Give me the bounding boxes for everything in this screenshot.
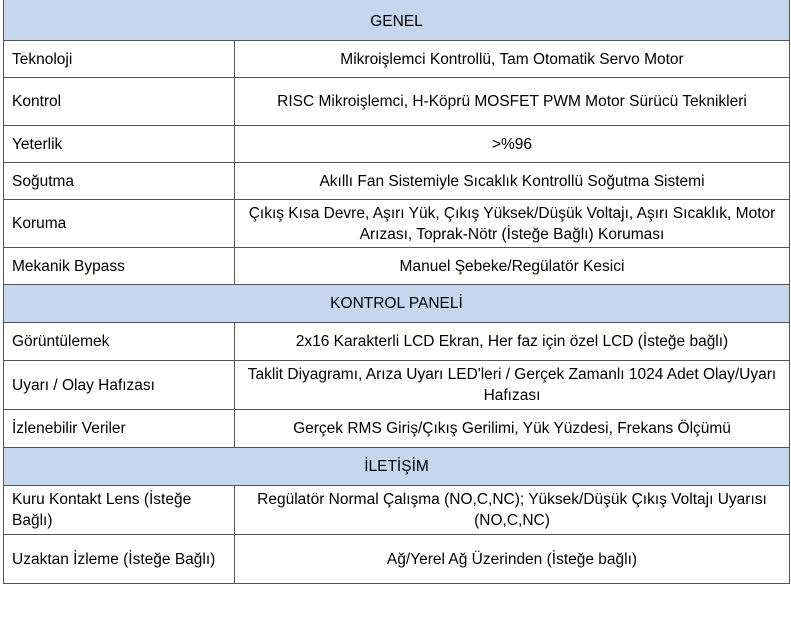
row-label: Koruma xyxy=(4,200,235,248)
row-label: Uzaktan İzleme (İsteğe Bağlı) xyxy=(4,535,235,584)
row-label: Kuru Kontakt Lens (İsteğe Bağlı) xyxy=(4,486,235,535)
row-value: >%96 xyxy=(235,126,790,163)
row-value: Manuel Şebeke/Regülatör Kesici xyxy=(235,248,790,285)
row-value: 2x16 Karakterli LCD Ekran, Her faz için özel LCD (İsteğe bağlı) xyxy=(235,323,790,361)
section-header-kontrol-paneli xyxy=(4,285,790,323)
table-row xyxy=(4,200,790,248)
row-value: Taklit Diyagramı, Arıza Uyarı LED'leri / Gerçek Zamanlı 1024 Adet Olay/Uyarı Hafızası xyxy=(235,361,790,410)
table-row xyxy=(4,126,790,163)
row-label: İzlenebilir Veriler xyxy=(4,410,235,448)
table-row xyxy=(4,535,790,584)
section-title: GENEL xyxy=(4,0,790,41)
row-value: Regülatör Normal Çalışma (NO,C,NC); Yüksek/Düşük Çıkış Voltajı Uyarısı (NO,C,NC) xyxy=(235,486,790,535)
row-value: Çıkış Kısa Devre, Aşırı Yük, Çıkış Yüksek/Düşük Voltajı, Aşırı Sıcaklık, Motor Arızası, Toprak-Nötr (İsteğe Bağlı) Koruması xyxy=(235,200,790,248)
row-label: Mekanik Bypass xyxy=(4,248,235,285)
table-row xyxy=(4,410,790,448)
row-label: Soğutma xyxy=(4,163,235,200)
row-label: Yeterlik xyxy=(4,126,235,163)
table-row xyxy=(4,78,790,126)
section-header-iletisim xyxy=(4,448,790,486)
section-header-genel xyxy=(4,0,790,41)
table-row xyxy=(4,323,790,361)
row-label: Uyarı / Olay Hafızası xyxy=(4,361,235,410)
row-label: Görüntülemek xyxy=(4,323,235,361)
row-value: Ağ/Yerel Ağ Üzerinden (İsteğe bağlı) xyxy=(235,535,790,584)
table-row xyxy=(4,248,790,285)
row-label: Kontrol xyxy=(4,78,235,126)
row-label: Teknoloji xyxy=(4,41,235,78)
table-row xyxy=(4,361,790,410)
table-row xyxy=(4,41,790,78)
spec-table xyxy=(3,0,790,584)
row-value: Akıllı Fan Sistemiyle Sıcaklık Kontrollü Soğutma Sistemi xyxy=(235,163,790,200)
row-value: Gerçek RMS Giriş/Çıkış Gerilimi, Yük Yüzdesi, Frekans Ölçümü xyxy=(235,410,790,448)
section-title: İLETİŞİM xyxy=(4,448,790,486)
row-value: Mikroişlemci Kontrollü, Tam Otomatik Servo Motor xyxy=(235,41,790,78)
row-value: RISC Mikroişlemci, H-Köprü MOSFET PWM Motor Sürücü Teknikleri xyxy=(235,78,790,126)
table-row xyxy=(4,163,790,200)
table-row xyxy=(4,486,790,535)
section-title: KONTROL PANELİ xyxy=(4,285,790,323)
